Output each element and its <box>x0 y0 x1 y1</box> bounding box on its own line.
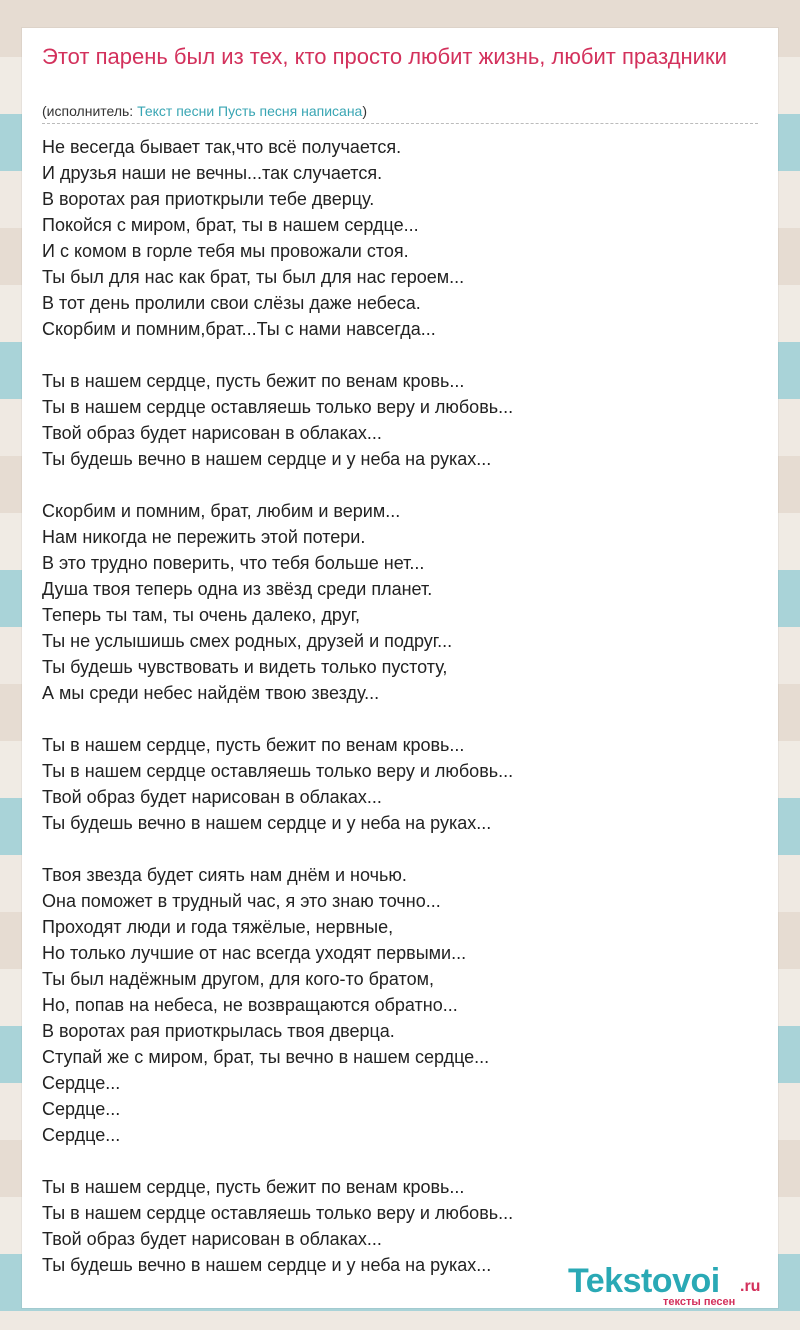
lyrics-stanza <box>42 498 758 706</box>
lyrics-line: Теперь ты там, ты очень далеко, друг, <box>42 605 361 625</box>
lyrics-line: Ты будешь вечно в нашем сердце и у неба на руках... <box>42 813 492 833</box>
lyrics-line: Твой образ будет нарисован в облаках... <box>42 423 382 443</box>
lyrics-stanza <box>42 862 758 1148</box>
lyrics-text <box>42 134 758 1278</box>
lyrics-line: Но, попав на небеса, не возвращаются обратно... <box>42 995 458 1015</box>
lyrics-line: Но только лучшие от нас всегда уходят первыми... <box>42 943 467 963</box>
logo-subtitle: тексты песен <box>663 1296 736 1308</box>
lyrics-line: Твоя звезда будет сиять нам днём и ночью. <box>42 865 407 885</box>
lyrics-line: Ты в нашем сердце, пусть бежит по венам кровь... <box>42 1177 465 1197</box>
lyrics-line: Ты в нашем сердце оставляешь только веру и любовь... <box>42 397 514 417</box>
lyrics-line: Скорбим и помним,брат...Ты с нами навсегда... <box>42 319 436 339</box>
lyrics-line: Скорбим и помним, брат, любим и верим... <box>42 501 401 521</box>
lyrics-line: Сердце... <box>42 1125 121 1145</box>
lyrics-line: Ты в нашем сердце оставляешь только веру и любовь... <box>42 1203 514 1223</box>
lyrics-line: И с комом в горле тебя мы провожали стоя. <box>42 241 409 261</box>
lyrics-line: А мы среди небес найдём твою звезду... <box>42 683 380 703</box>
lyrics-line: Покойся с миром, брат, ты в нашем сердце... <box>42 215 419 235</box>
lyrics-line: Ты в нашем сердце, пусть бежит по венам кровь... <box>42 371 465 391</box>
lyrics-line: Не весегда бывает так,что всё получается. <box>42 137 402 157</box>
performer-link[interactable]: Текст песни Пусть песня написана <box>137 103 363 119</box>
lyrics-line: В тот день пролили свои слёзы даже небеса. <box>42 293 421 313</box>
page-title: Этот парень был из тех, кто просто любит жизнь, любит праздники <box>42 44 727 69</box>
lyrics-line: Ты в нашем сердце, пусть бежит по венам кровь... <box>42 735 465 755</box>
site-logo[interactable] <box>568 1262 778 1310</box>
lyrics-line: Душа твоя теперь одна из звёзд среди планет. <box>42 579 433 599</box>
lyrics-line: Ты был надёжным другом, для кого-то братом, <box>42 969 434 989</box>
lyrics-line: В воротах рая приоткрыли тебе дверцу. <box>42 189 375 209</box>
lyrics-line: Она поможет в трудный час, я это знаю точно... <box>42 891 441 911</box>
lyrics-stanza <box>42 732 758 836</box>
lyrics-line: Ты был для нас как брат, ты был для нас героем... <box>42 267 465 287</box>
lyrics-line: Сердце... <box>42 1099 121 1119</box>
lyrics-line: Ступай же с миром, брат, ты вечно в нашем сердце... <box>42 1047 490 1067</box>
lyrics-line: Проходят люди и года тяжёлые, нервные, <box>42 917 394 937</box>
lyrics-line: Ты не услышишь смех родных, друзей и подруг... <box>42 631 453 651</box>
lyrics-line: Ты в нашем сердце оставляешь только веру и любовь... <box>42 761 514 781</box>
lyrics-line: Ты будешь вечно в нашем сердце и у неба на руках... <box>42 1255 492 1275</box>
lyrics-stanza <box>42 368 758 472</box>
logo-tld: .ru <box>740 1278 761 1295</box>
lyrics-line: Ты будешь вечно в нашем сердце и у неба на руках... <box>42 449 492 469</box>
lyrics-line: Твой образ будет нарисован в облаках... <box>42 787 382 807</box>
lyrics-line: В это трудно поверить, что тебя больше нет... <box>42 553 425 573</box>
lyrics-line: Сердце... <box>42 1073 121 1093</box>
performer-prefix: (исполнитель: <box>42 103 138 119</box>
performer-line <box>42 103 367 119</box>
lyrics-line: Твой образ будет нарисован в облаках... <box>42 1229 382 1249</box>
title-divider <box>42 123 758 124</box>
performer-suffix: ) <box>362 103 368 119</box>
lyrics-line: Ты будешь чувствовать и видеть только пустоту, <box>42 657 448 677</box>
lyrics-line: И друзья наши не вечны...так случается. <box>42 163 383 183</box>
lyrics-line: Нам никогда не пережить этой потери. <box>42 527 366 547</box>
lyrics-line: В воротах рая приоткрылась твоя дверца. <box>42 1021 395 1041</box>
logo-wordmark: Tekstovoi <box>568 1262 720 1300</box>
lyrics-stanza <box>42 134 758 342</box>
